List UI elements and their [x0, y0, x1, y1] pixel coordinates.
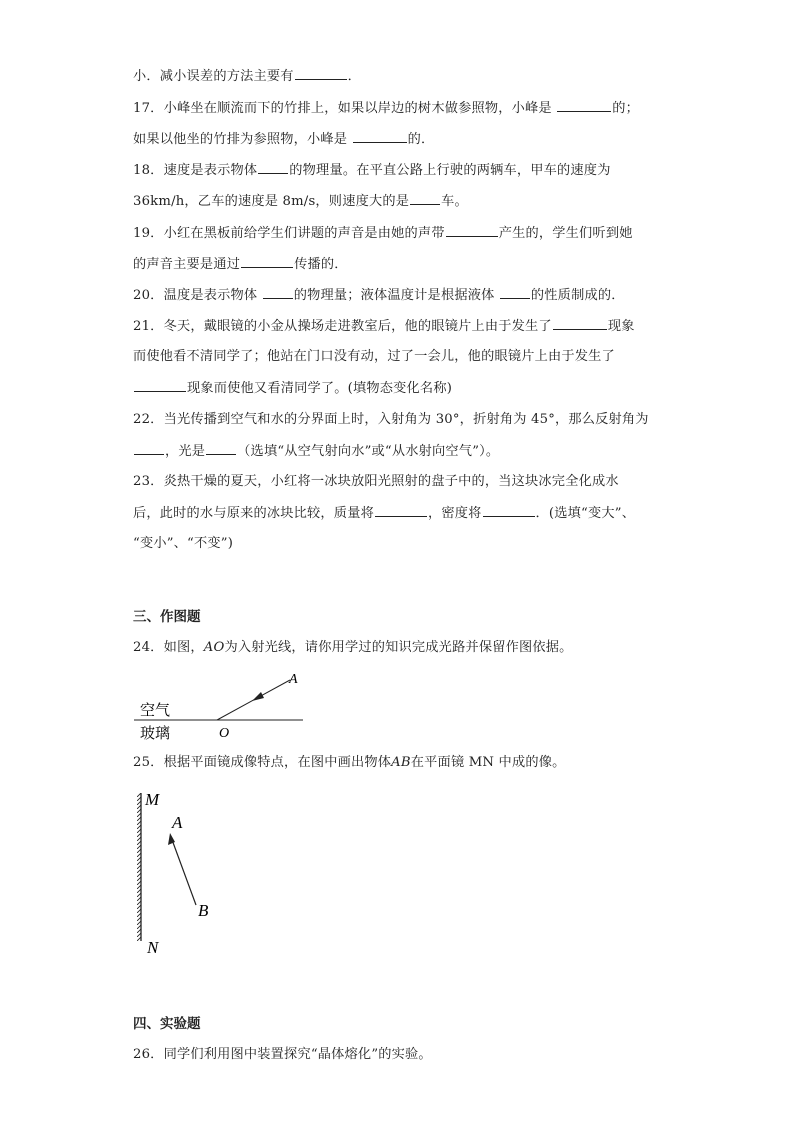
answer-blank[interactable]	[134, 442, 164, 455]
q25-plane-mirror-figure	[125, 785, 225, 960]
text-segment: 的物理量。在平直公路上行驶的两辆车，甲车的速度为	[289, 163, 611, 178]
q23-line-3	[133, 535, 663, 553]
text-segment: ．	[347, 69, 362, 84]
label-n: N	[147, 938, 159, 957]
label-a: A	[289, 672, 298, 687]
text-segment: ，光是	[165, 444, 206, 459]
object-arrow-icon	[168, 833, 175, 845]
q19-line-1	[133, 224, 663, 243]
object-ab	[171, 837, 196, 905]
label-m: M	[145, 790, 160, 809]
text-segment: 的性质制成的．	[530, 288, 625, 303]
answer-blank[interactable]	[557, 99, 611, 112]
answer-blank[interactable]	[206, 442, 236, 455]
text-segment: 小．减小误差的方法主要有	[133, 69, 294, 84]
q21-line-3	[133, 379, 663, 398]
text-segment: 现象而使他又看清同学了。(填物态变化名称)	[187, 381, 453, 396]
text-segment: 25．根据平面镜成像特点，在图中画出物体	[133, 755, 392, 770]
q18-line-1	[133, 161, 663, 180]
text-variable: AB	[391, 755, 411, 770]
answer-blank[interactable]	[410, 192, 440, 205]
text-segment: （选填“从空气射向水”或“从水射向空气”）。	[237, 444, 500, 459]
q25-question	[133, 754, 663, 772]
answer-blank[interactable]	[263, 286, 293, 299]
answer-blank[interactable]	[483, 504, 535, 517]
text-segment: 18．速度是表示物体	[133, 163, 258, 178]
q23-line-1	[133, 473, 663, 491]
text-segment: 24．如图，	[133, 640, 204, 655]
q22-line-1	[133, 411, 663, 429]
text-segment: 20．温度是表示物体	[133, 288, 258, 303]
q16-tail-line	[133, 67, 663, 86]
ray-arrow-icon	[252, 692, 264, 701]
q21-line-1	[133, 317, 663, 336]
text-segment: 产生的，学生们听到她	[498, 226, 633, 241]
text-segment: 在平面镜 MN 中成的像。	[410, 755, 566, 770]
label-o: O	[219, 726, 230, 741]
answer-blank[interactable]	[446, 224, 498, 237]
q24-refraction-figure	[128, 665, 318, 745]
answer-blank[interactable]	[241, 255, 293, 268]
section-heading-experiment: 四、实验题	[133, 1016, 201, 1032]
label-b: B	[198, 901, 209, 920]
text-segment: 的；	[612, 101, 639, 116]
text-segment: 19．小红在黑板前给学生们讲题的声音是由她的声带	[133, 226, 445, 241]
text-segment: 的物理量；液体温度计是根据液体	[293, 288, 495, 303]
answer-blank[interactable]	[553, 317, 607, 330]
q22-line-2	[133, 442, 663, 461]
q23-line-2	[133, 504, 663, 523]
text-segment: 的声音主要是通过	[133, 257, 241, 272]
q18-line-2	[133, 192, 663, 211]
text-segment: 而使他看不清同学了；他站在门口没有动，过了一会儿，他的眼镜片上由于发生了	[133, 349, 615, 364]
answer-blank[interactable]	[295, 67, 347, 80]
answer-blank[interactable]	[500, 286, 530, 299]
text-segment: 22．当光传播到空气和水的分界面上时，入射角为 30°，折射角为 45°，那么反射角为	[133, 412, 649, 427]
text-segment: 现象	[607, 319, 635, 334]
answer-blank[interactable]	[134, 379, 186, 392]
text-segment: 为入射光线，请你用学过的知识完成光路并保留作图依据。	[224, 640, 573, 655]
q21-line-2	[133, 348, 663, 366]
q17-line-2	[133, 130, 663, 149]
q24-question	[133, 639, 663, 657]
q17-line-1	[133, 99, 663, 118]
text-segment: ，密度将	[427, 506, 482, 521]
answer-blank[interactable]	[353, 130, 407, 143]
answer-blank[interactable]	[375, 504, 427, 517]
text-segment: 36km/h，乙车的速度是 8m/s，则速度大的是	[133, 194, 410, 209]
text-segment: 后，此时的水与原来的冰块比较，质量将	[133, 506, 374, 521]
text-segment: 传播的．	[294, 257, 348, 272]
label-a: A	[172, 813, 183, 832]
text-segment: 23．炎热干燥的夏天，小红将一冰块放阳光照射的盘子中的，当这块冰完全化成水	[133, 474, 619, 489]
text-segment: 如果以他坐的竹排为参照物，小峰是	[133, 132, 348, 147]
label-glass: 玻璃	[140, 726, 171, 742]
q26-question: 26．同学们利用图中装置探究“晶体熔化”的实验。	[133, 1047, 432, 1062]
text-segment: 21．冬天，戴眼镜的小金从操场走进教室后，他的眼镜片上由于发生了	[133, 319, 552, 334]
answer-blank[interactable]	[258, 161, 288, 174]
text-segment: 的．	[407, 132, 435, 147]
text-segment: “变小”、“不变”)	[133, 536, 234, 551]
section-heading-drawing: 三、作图题	[133, 609, 201, 625]
q19-line-2	[133, 255, 663, 274]
text-segment: 17．小峰坐在顺流而下的竹排上，如果以岸边的树木做参照物，小峰是	[133, 101, 552, 116]
q20-line	[133, 286, 663, 305]
text-segment: ．(选填“变大”、	[535, 506, 636, 521]
text-segment: 车。	[441, 194, 468, 209]
text-variable: AO	[203, 640, 225, 655]
label-air: 空气	[140, 703, 171, 719]
